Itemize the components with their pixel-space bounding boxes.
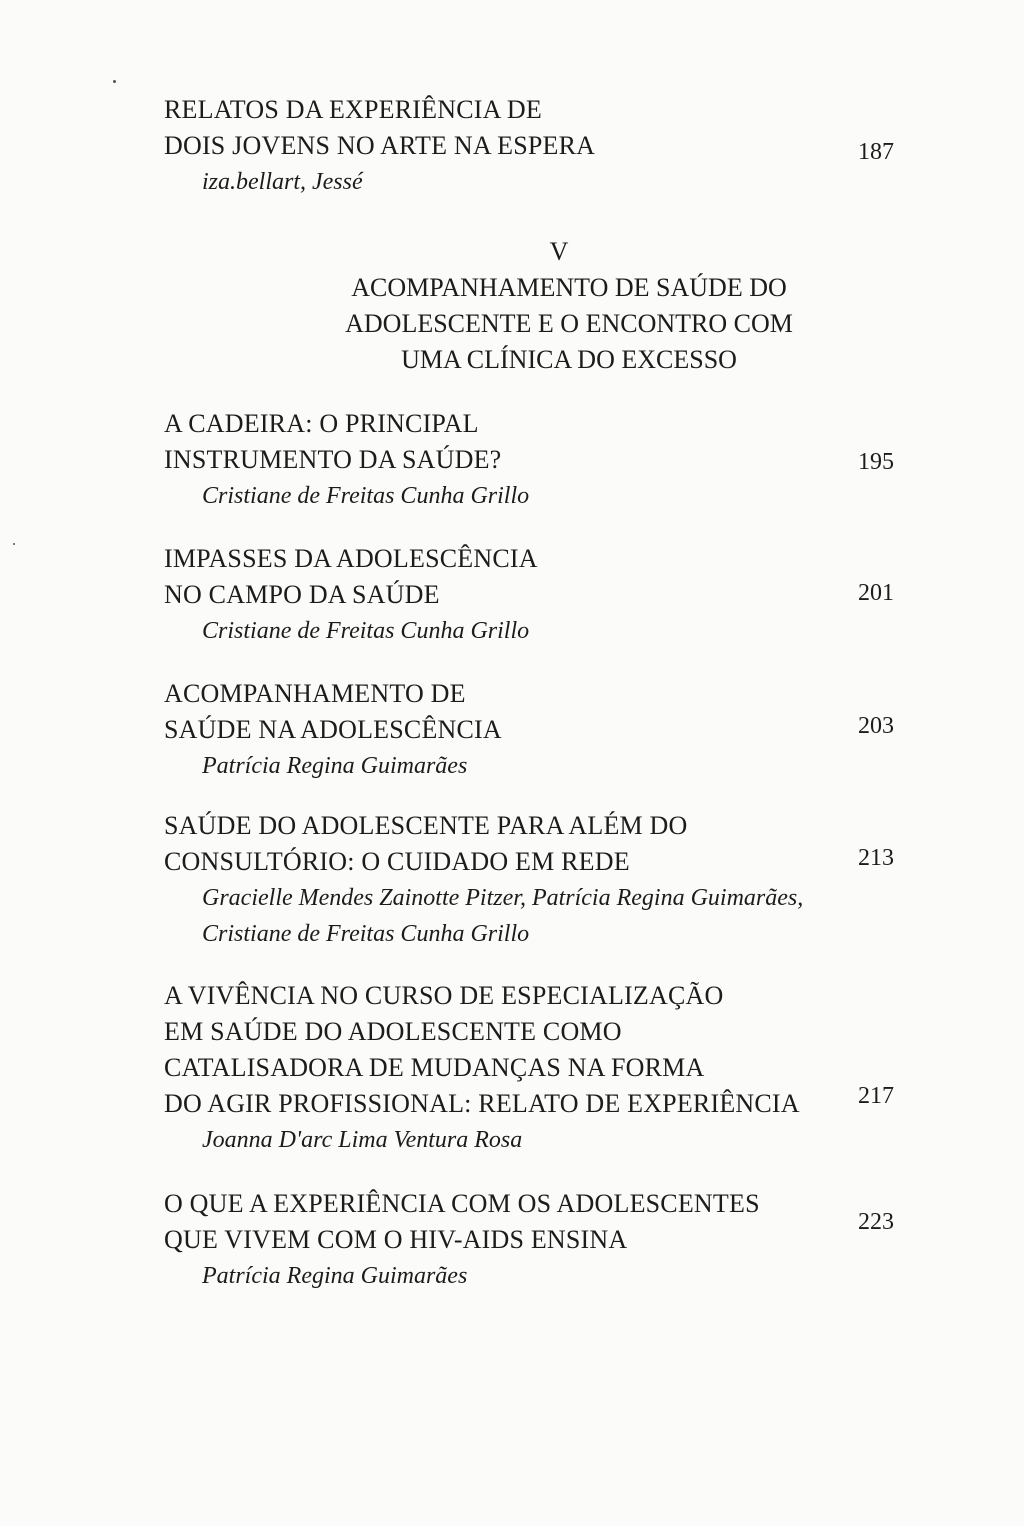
entry-title-line: ACOMPANHAMENTO DE bbox=[164, 679, 466, 708]
entry-title-line: A VIVÊNCIA NO CURSO DE ESPECIALIZAÇÃO bbox=[164, 981, 724, 1010]
entry-title-line: QUE VIVEM COM O HIV-AIDS ENSINA bbox=[164, 1225, 628, 1254]
entry-author: Cristiane de Freitas Cunha Grillo bbox=[202, 618, 530, 644]
toc-entry bbox=[164, 541, 894, 649]
scan-speck bbox=[113, 80, 116, 83]
entry-page-number: 213 bbox=[858, 845, 894, 871]
entry-title-line: EM SAÚDE DO ADOLESCENTE COMO bbox=[164, 1017, 622, 1046]
entry-title-line: O QUE A EXPERIÊNCIA COM OS ADOLESCENTES bbox=[164, 1189, 760, 1218]
entry-author: iza.bellart, Jessé bbox=[202, 169, 363, 195]
entry-author: Patrícia Regina Guimarães bbox=[202, 753, 468, 779]
entry-title-line: SAÚDE NA ADOLESCÊNCIA bbox=[164, 715, 502, 744]
entry-title-line: SAÚDE DO ADOLESCENTE PARA ALÉM DO bbox=[164, 811, 688, 840]
entry-author: Patrícia Regina Guimarães bbox=[202, 1263, 468, 1289]
entry-author: Joanna D'arc Lima Ventura Rosa bbox=[202, 1127, 523, 1153]
section-title-line: ACOMPANHAMENTO DE SAÚDE DO bbox=[351, 273, 787, 302]
entry-page-number: 217 bbox=[858, 1083, 894, 1109]
toc-entry bbox=[164, 808, 894, 952]
entry-title-line: DOIS JOVENS NO ARTE NA ESPERA bbox=[164, 131, 596, 160]
toc-entry bbox=[164, 1186, 894, 1294]
toc-entry bbox=[164, 406, 894, 514]
toc-entry bbox=[164, 92, 894, 200]
entry-title-line: RELATOS DA EXPERIÊNCIA DE bbox=[164, 95, 542, 124]
section-heading bbox=[164, 234, 894, 378]
entry-author: Cristiane de Freitas Cunha Grillo bbox=[202, 483, 530, 509]
section-numeral: V bbox=[549, 237, 569, 266]
entry-title-line: CATALISADORA DE MUDANÇAS NA FORMA bbox=[164, 1053, 705, 1082]
entry-title-line: CONSULTÓRIO: O CUIDADO EM REDE bbox=[164, 847, 630, 876]
entry-page-number: 201 bbox=[858, 580, 894, 606]
toc-entry bbox=[164, 676, 894, 784]
entry-author: Gracielle Mendes Zainotte Pitzer, Patrícia Regina Guimarães, bbox=[202, 885, 804, 911]
entry-title-line: NO CAMPO DA SAÚDE bbox=[164, 580, 440, 609]
entry-page-number: 223 bbox=[858, 1209, 894, 1235]
section-title-line: ADOLESCENTE E O ENCONTRO COM bbox=[345, 309, 793, 338]
scan-speck bbox=[13, 543, 15, 545]
entry-page-number: 203 bbox=[858, 713, 894, 739]
entry-title-line: IMPASSES DA ADOLESCÊNCIA bbox=[164, 544, 538, 573]
entry-title-line: DO AGIR PROFISSIONAL: RELATO DE EXPERIÊNCIA bbox=[164, 1089, 800, 1118]
entry-page-number: 195 bbox=[858, 449, 894, 475]
toc-entry bbox=[164, 978, 894, 1158]
entry-title-line: INSTRUMENTO DA SAÚDE? bbox=[164, 445, 502, 474]
entry-author: Cristiane de Freitas Cunha Grillo bbox=[202, 921, 530, 947]
entry-page-number: 187 bbox=[858, 139, 894, 165]
entry-title-line: A CADEIRA: O PRINCIPAL bbox=[164, 409, 479, 438]
section-title-line: UMA CLÍNICA DO EXCESSO bbox=[401, 345, 737, 374]
